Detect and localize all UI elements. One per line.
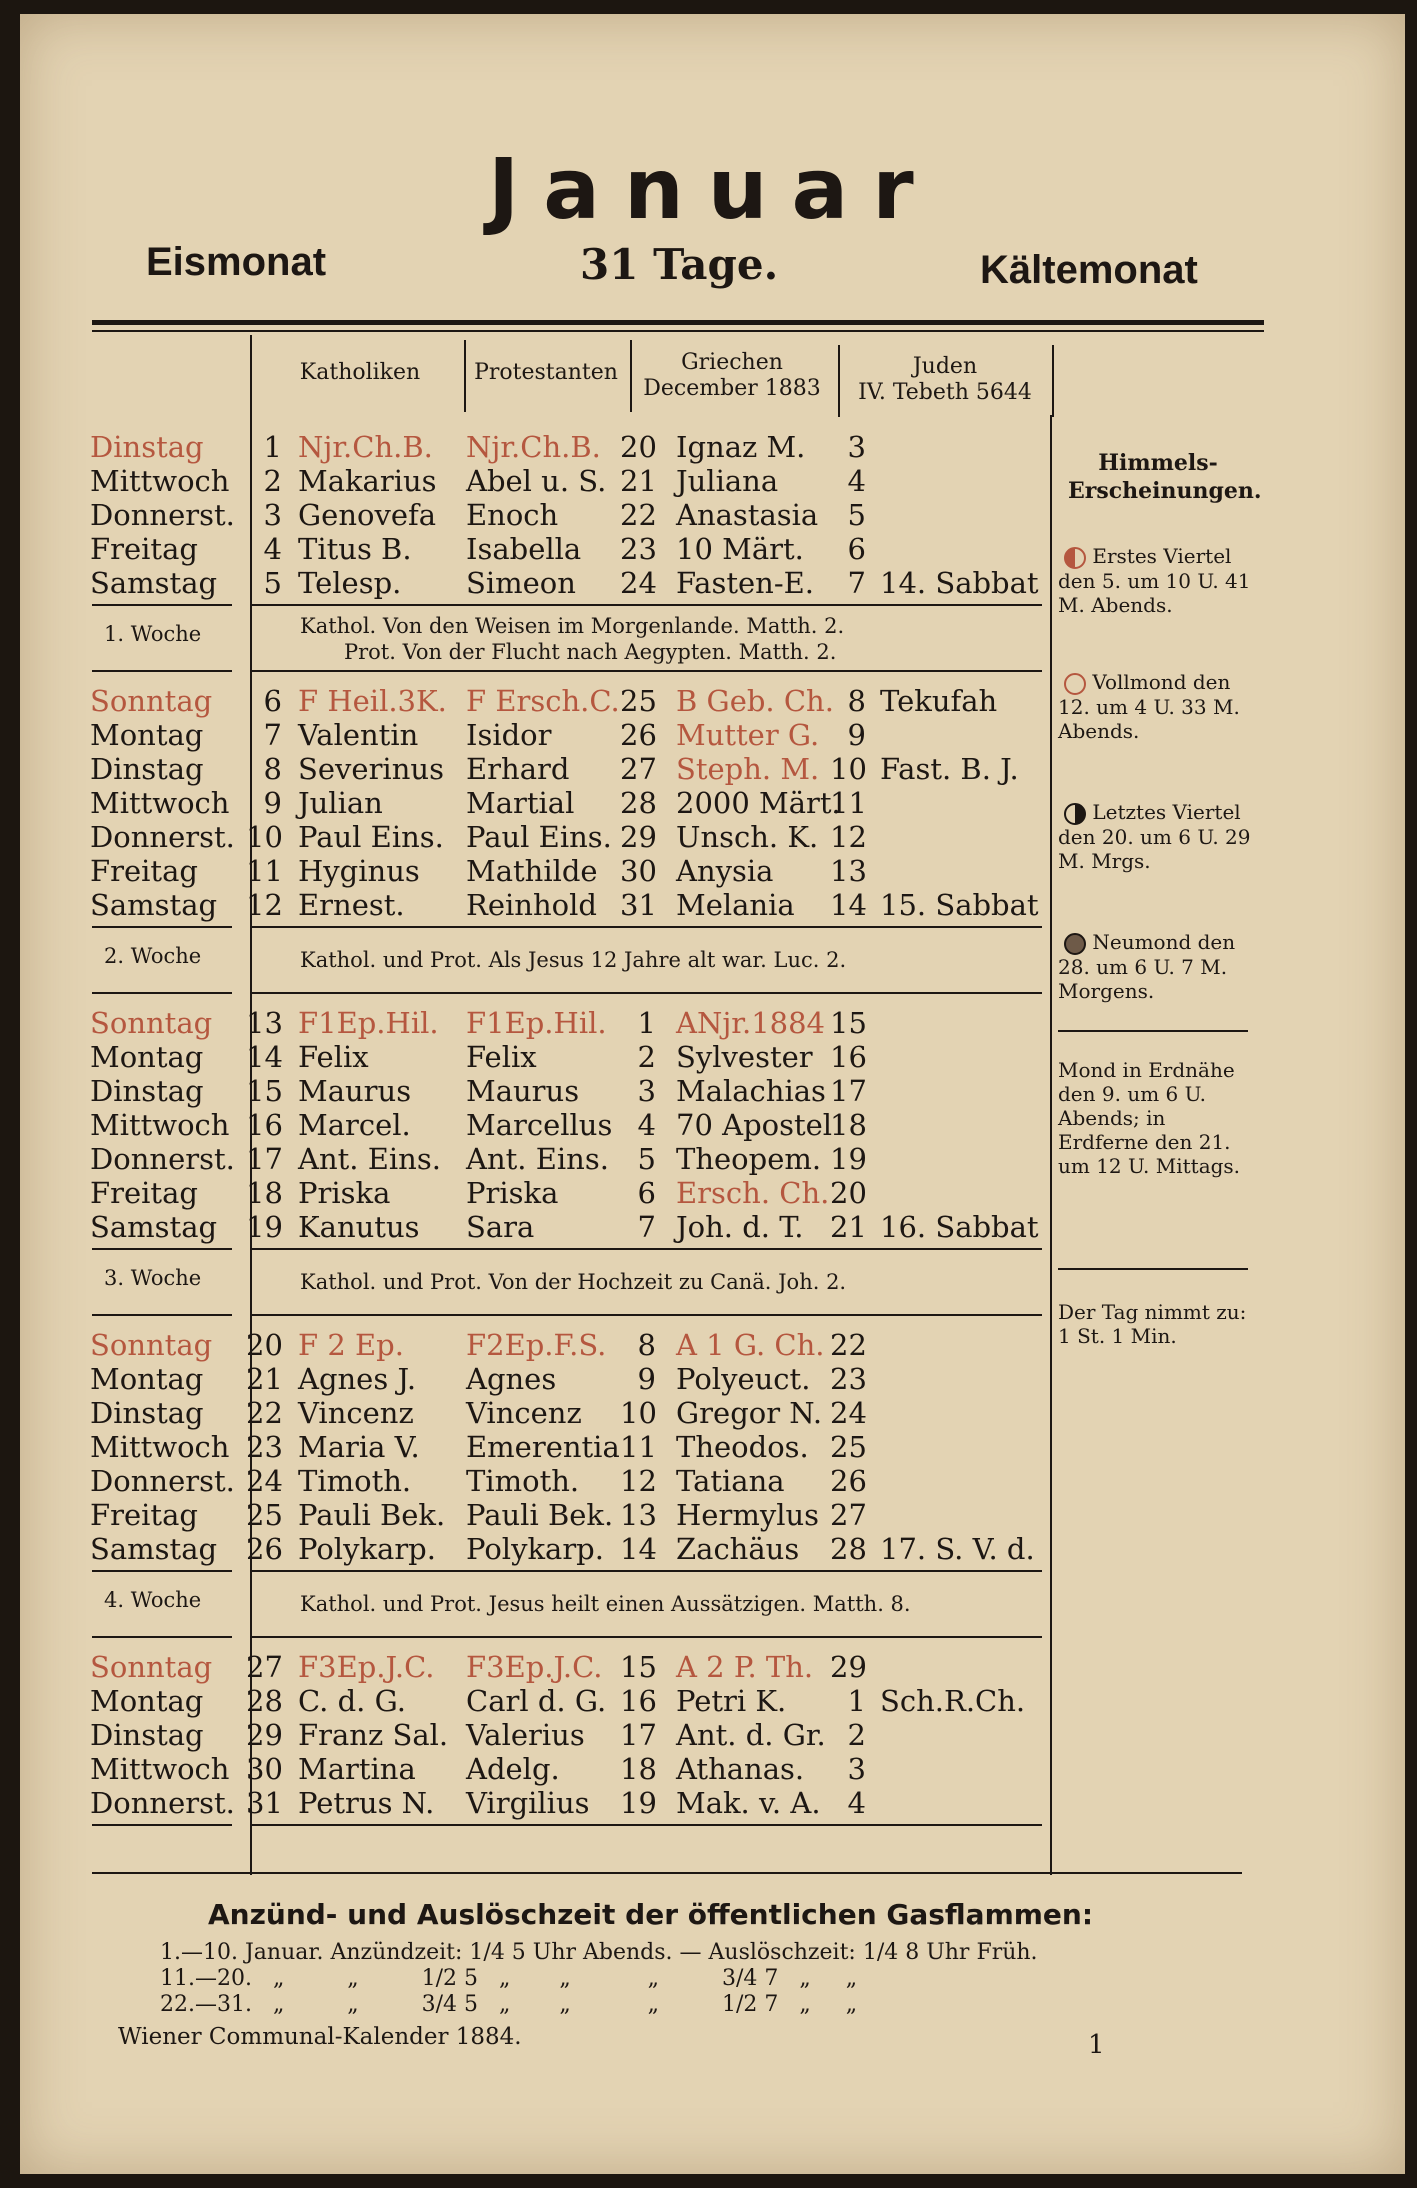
week-separator	[252, 604, 1042, 606]
full-moon-icon	[1064, 673, 1086, 695]
greek-saint: Joh. d. T.	[676, 1210, 804, 1244]
greek-saint: Unsch. K.	[676, 820, 819, 854]
day-number: 14	[246, 1040, 283, 1074]
jewish-day-number: 15	[830, 1006, 867, 1040]
greek-day-number: 2	[637, 1040, 656, 1074]
jewish-note: 16. Sabbat	[880, 1210, 1039, 1244]
greek-saint: Ersch. Ch.	[676, 1176, 830, 1210]
greek-day-number: 11	[620, 1430, 657, 1464]
sidebar-last-quarter	[1058, 800, 1258, 873]
gas-line-3: 22.—31. „ „ 3/4 5 „ „ „ 1/2 7 „ „	[160, 1992, 858, 2017]
week-separator	[252, 670, 1042, 672]
week-separator	[92, 992, 232, 994]
greek-day-number: 21	[620, 464, 657, 498]
day-number: 30	[246, 1752, 283, 1786]
greek-day-number: 22	[620, 498, 657, 532]
catholic-saint: Makarius	[298, 464, 437, 498]
week-separator	[92, 670, 232, 672]
greek-saint: Ignaz M.	[676, 430, 806, 464]
protestant-saint: Martial	[466, 786, 575, 820]
jewish-day-number: 10	[830, 752, 867, 786]
new-moon-text: Neumond den 28. um 6 U. 7 M. Morgens.	[1058, 930, 1236, 1003]
week-separator	[92, 1824, 232, 1826]
jewish-day-number: 13	[830, 854, 867, 888]
weekday-name: Sonntag	[90, 1006, 213, 1040]
weekday-name: Montag	[90, 1362, 204, 1396]
greek-day-number: 24	[620, 566, 657, 600]
greek-saint: Polyeuct.	[676, 1362, 811, 1396]
greek-saint: Fasten-E.	[676, 566, 815, 600]
jewish-day-number: 6	[847, 532, 866, 566]
greek-day-number: 3	[637, 1074, 656, 1108]
catholic-saint: Valentin	[298, 718, 419, 752]
day-number: 23	[246, 1430, 283, 1464]
day-number: 12	[246, 888, 283, 922]
weekday-name: Donnerst.	[90, 1786, 235, 1820]
weekday-name: Dinstag	[90, 752, 204, 786]
protestant-saint: F1Ep.Hil.	[466, 1006, 607, 1040]
day-number: 5	[263, 566, 282, 600]
first-quarter-text: Erstes Viertel den 5. um 10 U. 41 M. Abends.	[1058, 544, 1251, 617]
day-number: 1	[263, 430, 282, 464]
protestant-saint: Erhard	[466, 752, 570, 786]
col-juden-2: IV. Tebeth 5644	[858, 380, 1032, 405]
col-divider	[464, 340, 466, 412]
sidebar-title-2: Erscheinungen.	[1068, 478, 1262, 504]
catholic-saint: F3Ep.J.C.	[298, 1650, 435, 1684]
catholic-saint: F 2 Ep.	[298, 1328, 404, 1362]
day-number: 16	[246, 1108, 283, 1142]
weekday-name: Donnerst.	[90, 1142, 235, 1176]
greek-day-number: 13	[620, 1498, 657, 1532]
protestant-saint: Njr.Ch.B.	[466, 430, 601, 464]
header-rule	[92, 320, 1264, 325]
protestant-saint: Valerius	[466, 1718, 585, 1752]
greek-saint: Anastasia	[676, 498, 819, 532]
col-griechen-2: December 1883	[643, 376, 821, 401]
greek-day-number: 23	[620, 532, 657, 566]
jewish-day-number: 7	[847, 566, 866, 600]
jewish-day-number: 18	[830, 1108, 867, 1142]
catholic-saint: Paul Eins.	[298, 820, 444, 854]
catholic-saint: Titus B.	[298, 532, 412, 566]
greek-saint: Hermylus	[676, 1498, 820, 1532]
weekday-name: Sonntag	[90, 684, 213, 718]
greek-day-number: 25	[620, 684, 657, 718]
day-number: 13	[246, 1006, 283, 1040]
jewish-day-number: 8	[847, 684, 866, 718]
col-divider	[1052, 345, 1054, 417]
sidebar-new-moon	[1058, 930, 1258, 1003]
protestant-saint: Polykarp.	[466, 1532, 604, 1566]
weekday-name: Dinstag	[90, 1074, 204, 1108]
catholic-saint: Marcel.	[298, 1108, 411, 1142]
page-number: 1	[1088, 2030, 1105, 2060]
week-label: 3. Woche	[104, 1266, 202, 1290]
catholic-saint: Vincenz	[298, 1396, 414, 1430]
weekday-name: Mittwoch	[90, 1108, 230, 1142]
new-moon-icon	[1064, 933, 1086, 955]
jewish-day-number: 11	[830, 786, 867, 820]
catholic-saint: Maurus	[298, 1074, 412, 1108]
day-number: 19	[246, 1210, 283, 1244]
weekday-name: Donnerst.	[90, 498, 235, 532]
protestant-saint: Priska	[466, 1176, 559, 1210]
greek-day-number: 17	[620, 1718, 657, 1752]
jewish-day-number: 26	[830, 1464, 867, 1498]
jewish-day-number: 16	[830, 1040, 867, 1074]
greek-saint: Ant. d. Gr.	[676, 1718, 826, 1752]
last-quarter-text: Letztes Viertel den 20. um 6 U. 29 M. Mrgs.	[1058, 800, 1251, 873]
week-separator	[92, 1570, 232, 1572]
jewish-note: Sch.R.Ch.	[880, 1684, 1026, 1718]
protestant-saint: Isidor	[466, 718, 552, 752]
week-label: 2. Woche	[104, 944, 202, 968]
week-separator	[252, 1314, 1042, 1316]
weekday-name: Montag	[90, 1684, 204, 1718]
day-number: 24	[246, 1464, 283, 1498]
weekday-name: Freitag	[90, 854, 198, 888]
col-protestanten: Protestanten	[474, 360, 618, 385]
protestant-saint: F Ersch.C.	[466, 684, 620, 718]
catholic-saint: Kanutus	[298, 1210, 420, 1244]
jewish-day-number: 27	[830, 1498, 867, 1532]
greek-day-number: 10	[620, 1396, 657, 1430]
week-separator	[252, 926, 1042, 928]
catholic-saint: Ant. Eins.	[298, 1142, 441, 1176]
sidebar-day-length: Der Tag nimmt zu: 1 St. 1 Min.	[1058, 1300, 1247, 1348]
day-number: 18	[246, 1176, 283, 1210]
greek-saint: A 1 G. Ch.	[676, 1328, 825, 1362]
greek-saint: B Geb. Ch.	[676, 684, 834, 718]
week-label: 1. Woche	[104, 622, 202, 646]
protestant-saint: Timoth.	[466, 1464, 580, 1498]
catholic-saint: F1Ep.Hil.	[298, 1006, 439, 1040]
protestant-saint: Abel u. S.	[466, 464, 607, 498]
greek-day-number: 18	[620, 1752, 657, 1786]
sidebar-title-1: Himmels-	[1098, 450, 1218, 476]
protestant-saint: F3Ep.J.C.	[466, 1650, 603, 1684]
week-separator	[252, 1570, 1042, 1572]
month-alt-name-left: Eismonat	[146, 240, 327, 284]
protestant-saint: Marcellus	[466, 1108, 613, 1142]
weekday-name: Mittwoch	[90, 1752, 230, 1786]
week-separator	[252, 1248, 1042, 1250]
protestant-saint: Adelg.	[466, 1752, 560, 1786]
sidebar-full-moon	[1058, 670, 1258, 743]
week-separator	[92, 1248, 232, 1250]
protestant-saint: Isabella	[466, 532, 582, 566]
catholic-saint: Ernest.	[298, 888, 405, 922]
weekday-name: Mittwoch	[90, 786, 230, 820]
greek-day-number: 16	[620, 1684, 657, 1718]
greek-day-number: 8	[637, 1328, 656, 1362]
catholic-saint: Pauli Bek.	[298, 1498, 446, 1532]
catholic-saint: Polykarp.	[298, 1532, 436, 1566]
weekday-name: Dinstag	[90, 430, 204, 464]
greek-saint: Melania	[676, 888, 795, 922]
jewish-day-number: 29	[830, 1650, 867, 1684]
header-rule-thin	[92, 330, 1264, 332]
jewish-day-number: 3	[847, 430, 866, 464]
catholic-saint: Severinus	[298, 752, 444, 786]
day-number: 26	[246, 1532, 283, 1566]
greek-day-number: 6	[637, 1176, 656, 1210]
jewish-day-number: 19	[830, 1142, 867, 1176]
gospel-note: Kathol. und Prot. Als Jesus 12 Jahre alt war. Luc. 2.	[300, 948, 847, 972]
catholic-saint: Telesp.	[298, 566, 402, 600]
greek-day-number: 30	[620, 854, 657, 888]
gospel-note: Kathol. und Prot. Jesus heilt einen Aussätzigen. Matth. 8.	[300, 1592, 911, 1616]
protestant-saint: Sara	[466, 1210, 535, 1244]
jewish-day-number: 20	[830, 1176, 867, 1210]
greek-saint: Juliana	[676, 464, 779, 498]
jewish-note: 17. S. V. d.	[880, 1532, 1035, 1566]
jewish-day-number: 4	[847, 1786, 866, 1820]
jewish-note: Tekufah	[880, 684, 998, 718]
day-number: 27	[246, 1650, 283, 1684]
greek-saint: 2000 Märt.	[676, 786, 841, 820]
gas-line-2: 11.—20. „ „ 1/2 5 „ „ „ 3/4 7 „ „	[160, 1966, 858, 1991]
greek-day-number: 7	[637, 1210, 656, 1244]
page-title: Januar	[488, 140, 938, 238]
gas-title: Anzünd- und Auslöschzeit der öffentlichen Gasflammen:	[208, 1898, 1094, 1931]
day-number: 15	[246, 1074, 283, 1108]
greek-day-number: 15	[620, 1650, 657, 1684]
protestant-saint: Carl d. G.	[466, 1684, 607, 1718]
weekday-name: Montag	[90, 718, 204, 752]
col-divider	[838, 345, 840, 417]
greek-saint: Theodos.	[676, 1430, 809, 1464]
weekday-name: Montag	[90, 1040, 204, 1074]
weekday-name: Donnerst.	[90, 820, 235, 854]
protestant-saint: Ant. Eins.	[466, 1142, 609, 1176]
table-bottom-rule	[92, 1872, 1242, 1874]
catholic-saint: Martina	[298, 1752, 416, 1786]
weekday-name: Sonntag	[90, 1650, 213, 1684]
weekday-name: Freitag	[90, 532, 198, 566]
jewish-day-number: 24	[830, 1396, 867, 1430]
greek-saint: Gregor N.	[676, 1396, 823, 1430]
first-quarter-icon	[1064, 547, 1086, 569]
jewish-day-number: 28	[830, 1532, 867, 1566]
catholic-saint: Maria V.	[298, 1430, 420, 1464]
day-number: 8	[263, 752, 282, 786]
protestant-saint: Emerentia	[466, 1430, 620, 1464]
day-count: 31 Tage.	[580, 240, 779, 289]
table-right-border	[1050, 415, 1052, 1875]
protestant-saint: Virgilius	[466, 1786, 590, 1820]
catholic-saint: Timoth.	[298, 1464, 412, 1498]
greek-saint: Athanas.	[676, 1752, 805, 1786]
greek-day-number: 27	[620, 752, 657, 786]
week-separator	[92, 926, 232, 928]
catholic-saint: C. d. G.	[298, 1684, 406, 1718]
greek-saint: Anysia	[676, 854, 774, 888]
month-alt-name-right: Kältemonat	[980, 248, 1198, 292]
greek-day-number: 31	[620, 888, 657, 922]
greek-saint: Mutter G.	[676, 718, 820, 752]
day-number: 9	[263, 786, 282, 820]
jewish-day-number: 14	[830, 888, 867, 922]
greek-saint: Mak. v. A.	[676, 1786, 821, 1820]
catholic-saint: Hyginus	[298, 854, 420, 888]
jewish-day-number: 17	[830, 1074, 867, 1108]
week-separator	[92, 1314, 232, 1316]
sidebar-rule	[1058, 1268, 1248, 1270]
greek-day-number: 9	[637, 1362, 656, 1396]
catholic-saint: Njr.Ch.B.	[298, 430, 433, 464]
col-griechen-1: Griechen	[681, 350, 783, 375]
week-separator	[92, 604, 232, 606]
greek-day-number: 1	[637, 1006, 656, 1040]
protestant-saint: F2Ep.F.S.	[466, 1328, 607, 1362]
jewish-note: 15. Sabbat	[880, 888, 1039, 922]
jewish-day-number: 12	[830, 820, 867, 854]
greek-day-number: 19	[620, 1786, 657, 1820]
day-number: 31	[246, 1786, 283, 1820]
day-number: 10	[246, 820, 283, 854]
weekday-name: Freitag	[90, 1176, 198, 1210]
catholic-saint: Agnes J.	[298, 1362, 417, 1396]
day-number: 6	[263, 684, 282, 718]
week-separator	[252, 1824, 1042, 1826]
greek-saint: Malachias	[676, 1074, 826, 1108]
protestant-saint: Simeon	[466, 566, 576, 600]
day-number: 2	[263, 464, 282, 498]
week-label: 4. Woche	[104, 1588, 202, 1612]
protestant-saint: Vincenz	[466, 1396, 582, 1430]
greek-saint: Zachäus	[676, 1532, 800, 1566]
weekday-name: Mittwoch	[90, 1430, 230, 1464]
jewish-day-number: 2	[847, 1718, 866, 1752]
gospel-note: Kathol. und Prot. Von der Hochzeit zu Canä. Joh. 2.	[300, 1270, 847, 1294]
greek-day-number: 29	[620, 820, 657, 854]
day-number: 3	[263, 498, 282, 532]
day-number: 25	[246, 1498, 283, 1532]
catholic-saint: Priska	[298, 1176, 391, 1210]
sidebar-first-quarter	[1058, 544, 1258, 617]
weekday-name: Samstag	[90, 1210, 218, 1244]
greek-day-number: 28	[620, 786, 657, 820]
greek-day-number: 14	[620, 1532, 657, 1566]
last-quarter-icon	[1064, 803, 1086, 825]
greek-saint: A 2 P. Th.	[676, 1650, 814, 1684]
day-number: 11	[246, 854, 283, 888]
greek-saint: Petri K.	[676, 1684, 787, 1718]
gospel-note-2: Prot. Von der Flucht nach Aegypten. Matth. 2.	[344, 640, 837, 664]
jewish-day-number: 25	[830, 1430, 867, 1464]
gospel-note: Kathol. Von den Weisen im Morgenlande. Matth. 2.	[300, 614, 845, 638]
catholic-saint: Petrus N.	[298, 1786, 435, 1820]
col-divider	[630, 340, 632, 412]
week-separator	[92, 1636, 232, 1638]
jewish-note: Fast. B. J.	[880, 752, 1019, 786]
weekday-name: Dinstag	[90, 1396, 204, 1430]
greek-saint: 70 Apostel	[676, 1108, 833, 1142]
day-number: 20	[246, 1328, 283, 1362]
greek-saint: Theopem.	[676, 1142, 822, 1176]
weekday-name: Mittwoch	[90, 464, 230, 498]
weekday-name: Samstag	[90, 1532, 218, 1566]
protestant-saint: Agnes	[466, 1362, 557, 1396]
greek-saint: Steph. M.	[676, 752, 820, 786]
weekday-name: Donnerst.	[90, 1464, 235, 1498]
catholic-saint: Julian	[298, 786, 383, 820]
sidebar-rule	[1058, 1030, 1248, 1032]
day-number: 21	[246, 1362, 283, 1396]
weekday-name: Samstag	[90, 888, 218, 922]
jewish-day-number: 9	[847, 718, 866, 752]
catholic-saint: Franz Sal.	[298, 1718, 449, 1752]
jewish-day-number: 1	[847, 1684, 866, 1718]
greek-day-number: 4	[637, 1108, 656, 1142]
protestant-saint: Reinhold	[466, 888, 597, 922]
protestant-saint: Paul Eins.	[466, 820, 612, 854]
greek-saint: Tatiana	[676, 1464, 785, 1498]
weekday-name: Dinstag	[90, 1718, 204, 1752]
catholic-saint: F Heil.3K.	[298, 684, 447, 718]
day-number: 29	[246, 1718, 283, 1752]
jewish-day-number: 3	[847, 1752, 866, 1786]
day-number: 7	[263, 718, 282, 752]
greek-day-number: 20	[620, 430, 657, 464]
jewish-day-number: 22	[830, 1328, 867, 1362]
jewish-day-number: 21	[830, 1210, 867, 1244]
protestant-saint: Mathilde	[466, 854, 598, 888]
greek-day-number: 12	[620, 1464, 657, 1498]
weekday-name: Sonntag	[90, 1328, 213, 1362]
greek-saint: ANjr.1884	[676, 1006, 826, 1040]
catholic-saint: Genovefa	[298, 498, 437, 532]
full-moon-text: Vollmond den 12. um 4 U. 33 M. Abends.	[1058, 670, 1240, 743]
protestant-saint: Pauli Bek.	[466, 1498, 614, 1532]
jewish-day-number: 5	[847, 498, 866, 532]
weekday-name: Freitag	[90, 1498, 198, 1532]
protestant-saint: Felix	[466, 1040, 537, 1074]
jewish-day-number: 23	[830, 1362, 867, 1396]
greek-saint: Sylvester	[676, 1040, 813, 1074]
day-number: 4	[263, 532, 282, 566]
greek-saint: 10 Märt.	[676, 532, 804, 566]
week-separator	[252, 1636, 1042, 1638]
col-juden-1: Juden	[912, 354, 978, 379]
catholic-saint: Felix	[298, 1040, 369, 1074]
day-number: 17	[246, 1142, 283, 1176]
jewish-day-number: 4	[847, 464, 866, 498]
gas-line-1: 1.—10. Januar. Anzündzeit: 1/4 5 Uhr Abends. — Auslöschzeit: 1/4 8 Uhr Früh.	[160, 1940, 1038, 1965]
day-number: 22	[246, 1396, 283, 1430]
protestant-saint: Maurus	[466, 1074, 580, 1108]
greek-day-number: 26	[620, 718, 657, 752]
protestant-saint: Enoch	[466, 498, 559, 532]
sidebar-perigee: Mond in Erdnähe den 9. um 6 U. Abends; in Erdferne den 21. um 12 U. Mittags.	[1058, 1058, 1241, 1178]
greek-day-number: 5	[637, 1142, 656, 1176]
jewish-note: 14. Sabbat	[880, 566, 1039, 600]
col-katholiken: Katholiken	[299, 360, 421, 385]
day-number: 28	[246, 1684, 283, 1718]
footer-source: Wiener Communal-Kalender 1884.	[118, 2024, 522, 2050]
week-separator	[252, 992, 1042, 994]
weekday-name: Samstag	[90, 566, 218, 600]
